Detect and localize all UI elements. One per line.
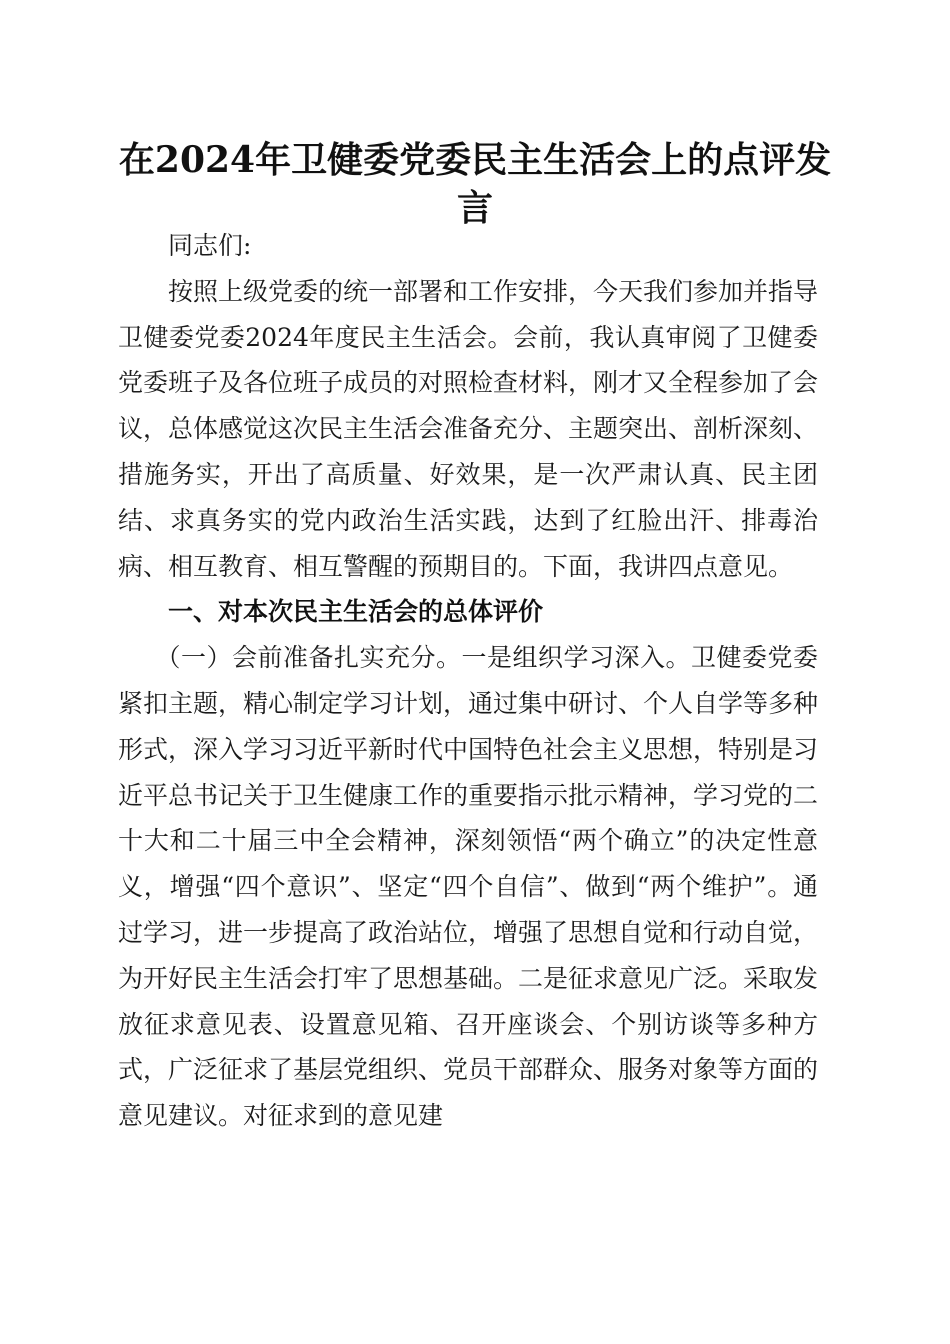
section-heading: 一、对本次民主生活会的总体评价 bbox=[168, 597, 544, 627]
document-title: 在2024年卫健委党委民主生活会上的点评发言 bbox=[118, 139, 832, 229]
document-body bbox=[118, 223, 818, 1139]
intro-paragraph: 按照上级党委的统一部署和工作安排，今天我们参加并指导卫健委党委2024年度民主生活会。会前，我认真审阅了卫健委党委班子及各位班子成员的对照检查材料，刚才又全程参加了会议，总体感觉这次民主生活会准备充分、主题突出、剖析深刻、措施务实，开出了高质量、好效果，是一次严肃认真、民主团结、求真务实的党内政治生活实践，达到了红脸出汗、排毒治病、相互教育、相互警醒的预期目的。下面，我讲四点意见。 bbox=[118, 276, 819, 581]
salutation: 同志们: bbox=[168, 231, 252, 260]
section-paragraph: （一）会前准备扎实充分。一是组织学习深入。卫健委党委紧扣主题，精心制定学习计划，通过集中研讨、个人自学等多种形式，深入学习习近平新时代中国特色社会主义思想，特别是习近平总书记关于卫生健康工作的重要指示批示精神，学习党的二十大和二十届三中全会精神，深刻领悟“两个确立”的决定性意义，增强“四个意识”、坚定“四个自信”、做到“两个维护”。通过学习，进一步提高了政治站位，增强了思想自觉和行动自觉，为开好民主生活会打牢了思想基础。二是征求意见广泛。采取发放征求意见表、设置意见箱、召开座谈会、个别访谈等多种方式，广泛征求了基层党组织、党员干部群众、服务对象等方面的意见建议。对征求到的意见建 bbox=[118, 643, 819, 1131]
